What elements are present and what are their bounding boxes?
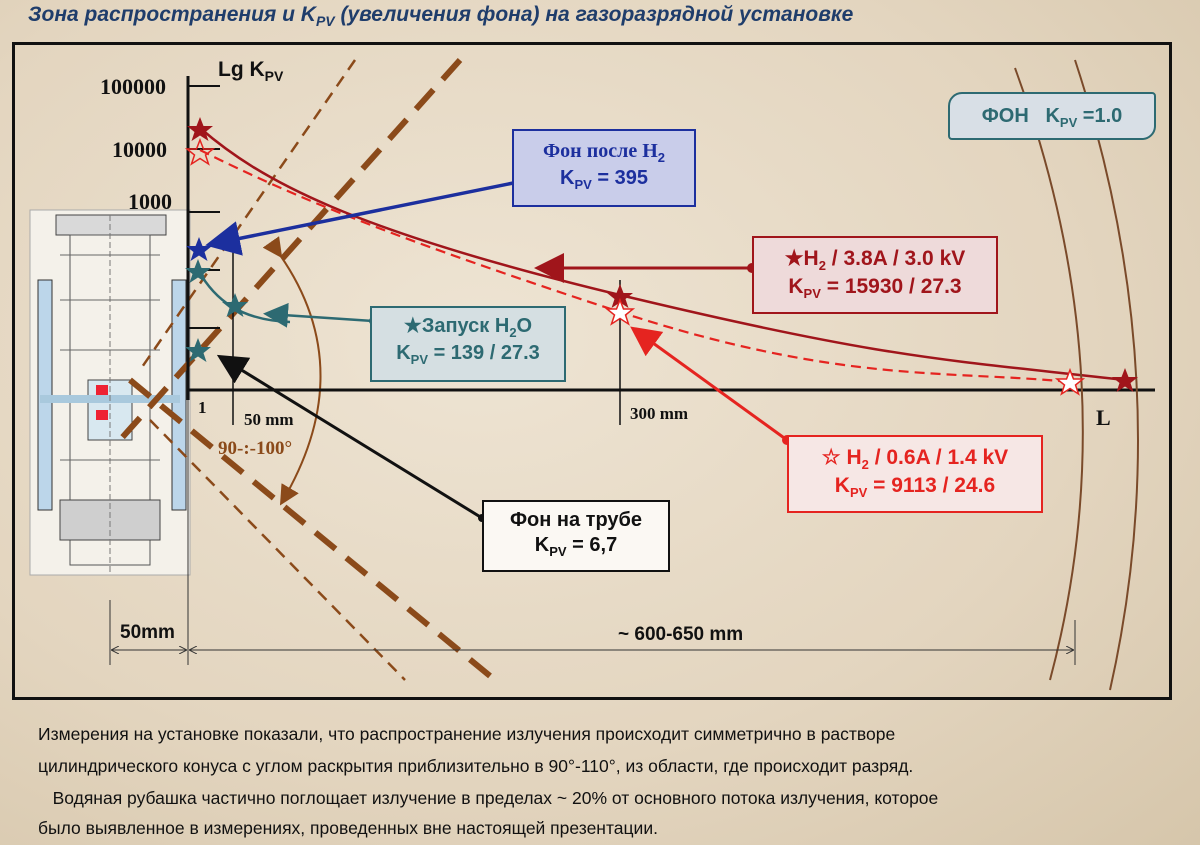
box-h2-06: ☆ $H_2 / 0.6A / 1.4$ kV $K_{PV} = 9113 / 24.6$ — [787, 435, 1043, 513]
x-tick-1: 1 — [198, 398, 207, 417]
dim-right-label: ~ 600-650 mm — [618, 624, 744, 645]
arrow-h2o — [268, 314, 373, 321]
caption-line-3: Водяная рубашка частично поглощает излучение в пределах ~ 20% от основного потока излучения, которое — [38, 788, 939, 808]
angle-label: 90-:-100° — [218, 438, 293, 459]
slide-title: Зона распространения и $K_{PV}$ (увеличения фона) на газоразрядной установке — [28, 3, 854, 30]
box-h2o: ★Запуск $H_2O$ $K_{PV} = 139 / 27.3$ — [370, 306, 566, 382]
x-tick-50mm: 50 mm — [244, 410, 294, 429]
caption-line-2: цилиндрического конуса с углом раскрытия приблизительно в 90°-110°, из области, где происходит разряд. — [38, 756, 914, 776]
y-tick-100000: 100000 — [100, 74, 166, 99]
background-banner: ФОН $K_{PV} =1.0$ — [948, 92, 1156, 140]
x-axis-label: L — [1096, 405, 1111, 430]
star-h2-38-start — [187, 117, 213, 141]
y-axis-label: Lg $K_{PV}$ — [218, 58, 284, 85]
arrow-h2-after — [212, 180, 528, 244]
box-tube: Фон на трубе $K_{PV} = 6,7$ — [482, 500, 670, 572]
star-h2-06-start — [187, 140, 213, 164]
dim-left-label: 50mm — [120, 622, 175, 643]
caption-line-1: Измерения на установке показали, что распространение излучения происходит симметрично в растворе — [38, 724, 896, 744]
y-tick-10000: 10000 — [112, 137, 167, 162]
star-h2-38-end — [1112, 368, 1138, 392]
box-h2-after: Фон после $H_2$ $K_{PV} = 395$ — [512, 129, 696, 207]
box-h2-38: $★H_2 / 3.8A / 3.0$ kV $K_{PV} = 15930 / 27.3$ — [752, 236, 998, 314]
caption-line-4: было выявленное в измерениях, проведенных вне настоящей презентации. — [38, 818, 658, 838]
x-tick-300mm: 300 mm — [630, 404, 689, 423]
y-tick-1000: 1000 — [128, 189, 172, 214]
